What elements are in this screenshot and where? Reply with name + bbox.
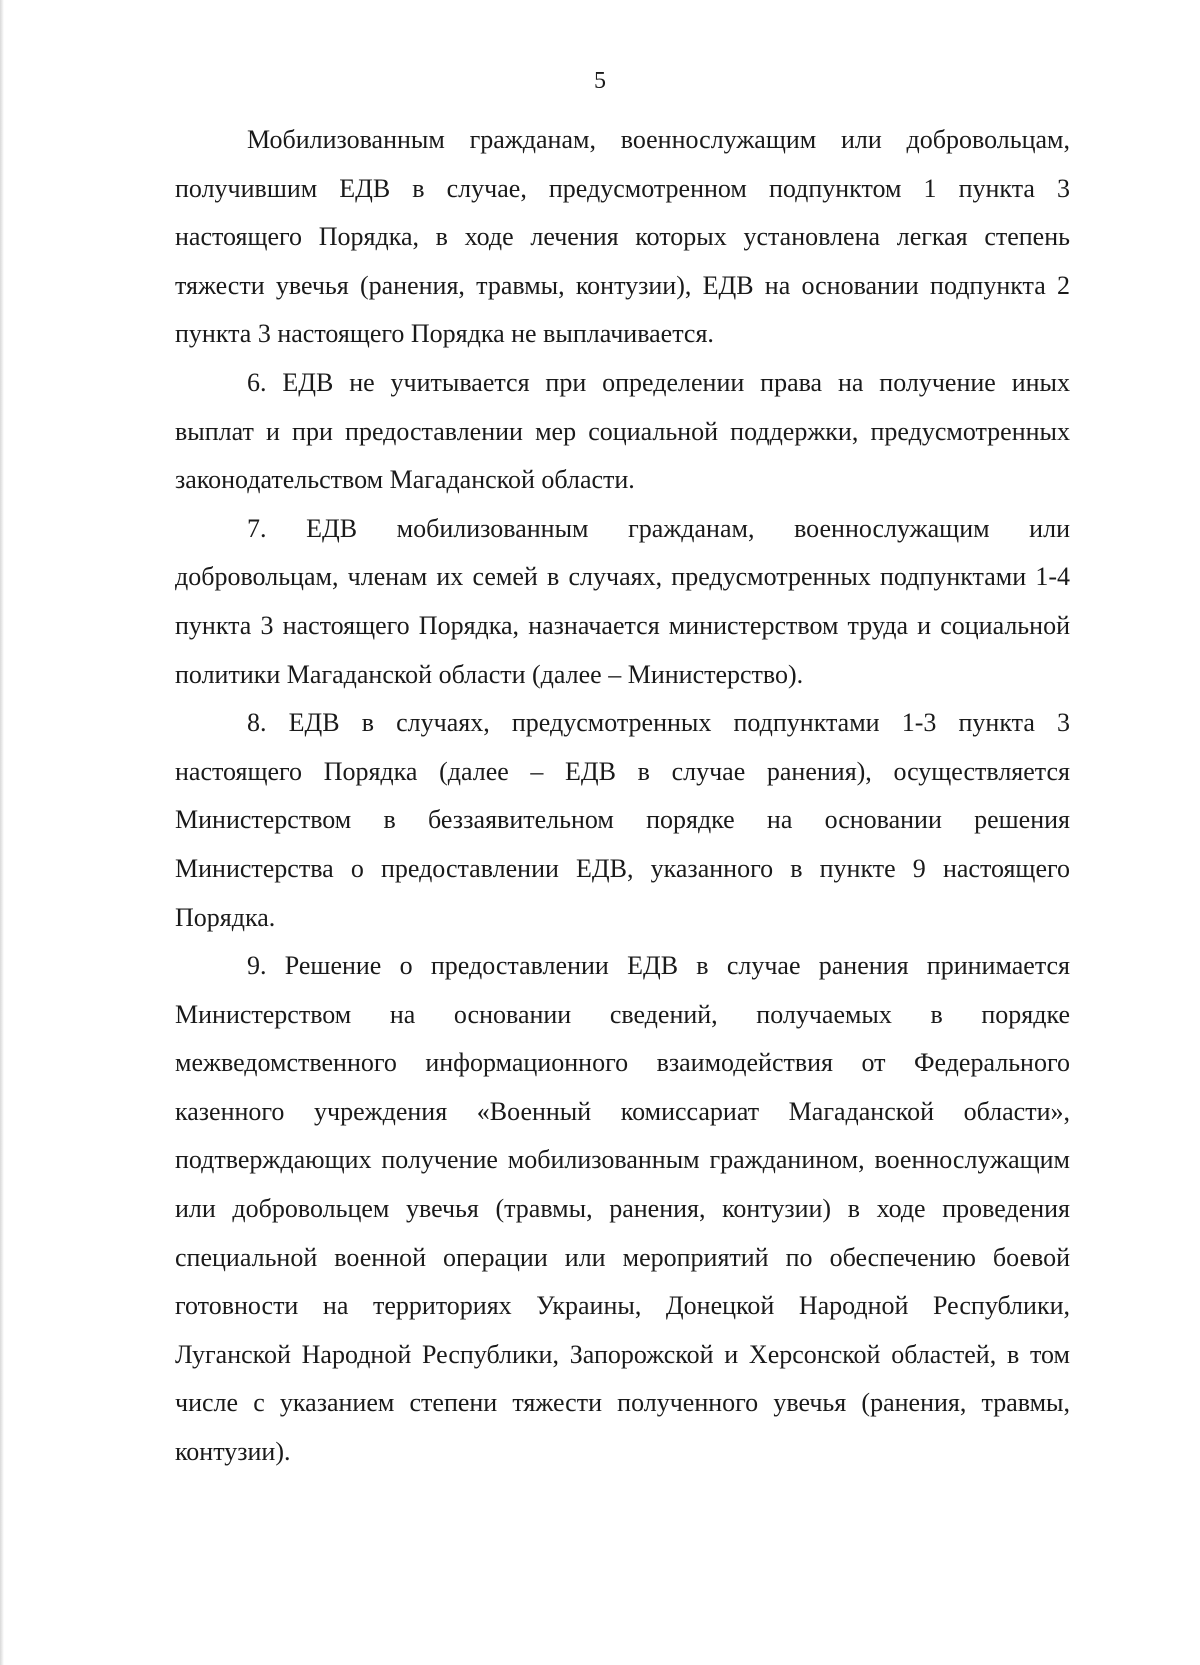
paragraph-item-7: 7. ЕДВ мобилизованным гражданам, военнослужащим или добровольцам, членам их семей в случаях, предусмотренных подпунктами 1-4 пункта 3 настоящего Порядка, назначается министерством труда и социальной политики Магаданской области (далее – Министерство). bbox=[175, 513, 1070, 689]
paragraph-item-6: 6. ЕДВ не учитывается при определении права на получение иных выплат и при предоставлении мер социальной поддержки, предусмотренных законодательством Магаданской области. bbox=[175, 367, 1070, 495]
document-body bbox=[175, 116, 1070, 1477]
paragraph-continuation: Мобилизованным гражданам, военнослужащим или добровольцам, получившим ЕДВ в случае, предусмотренном подпунктом 1 пункта 3 настоящего Порядка, в ходе лечения которых установлена легкая степень тяжести увечья (ранения, травмы, контузии), ЕДВ на основании подпункта 2 пункта 3 настоящего Порядка не выплачивается. bbox=[175, 125, 1070, 349]
scan-edge-shadow bbox=[0, 0, 4, 1665]
paragraph-item-9: 9. Решение о предоставлении ЕДВ в случае ранения принимается Министерством на основании сведений, получаемых в порядке межведомственного информационного взаимодействия от Федерального казенного учреждения «Военный комиссариат Магаданской области», подтверждающих получение мобилизованным гражданином, военнослужащим или добровольцем увечья (травмы, ранения, контузии) в ходе проведения специальной военной операции или мероприятий по обеспечению боевой готовности на территориях Украины, Донецкой Народной Республики, Луганской Народной Республики, Запорожской и Херсонской областей, в том числе с указанием степени тяжести полученного увечья (ранения, травмы, контузии). bbox=[175, 951, 1070, 1467]
paragraph-item-8: 8. ЕДВ в случаях, предусмотренных подпунктами 1-3 пункта 3 настоящего Порядка (далее – ЕДВ в случае ранения), осуществляется Министерством в беззаявительном порядке на основании решения Министерства о предоставлении ЕДВ, указанного в пункте 9 настоящего Порядка. bbox=[175, 708, 1070, 932]
page-number: 5 bbox=[594, 68, 606, 94]
